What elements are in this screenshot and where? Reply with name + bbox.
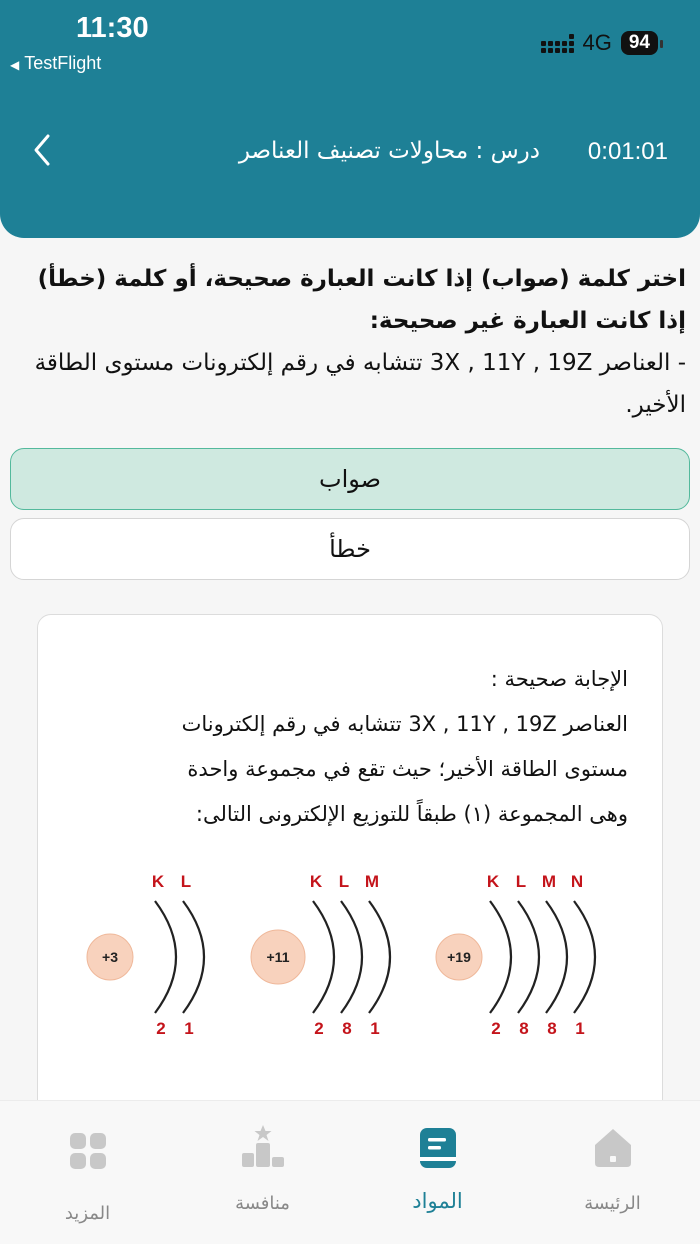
electron-count: 1 xyxy=(370,1019,380,1038)
signal-icon xyxy=(541,34,574,53)
tab-competition-label: منافسة xyxy=(235,1193,290,1214)
electron-count: 2 xyxy=(491,1019,501,1038)
option-true[interactable]: صواب xyxy=(10,448,690,510)
status-indicators xyxy=(541,30,659,56)
electron-shell-arc xyxy=(574,901,595,1013)
tab-subjects-label: المواد xyxy=(412,1189,463,1213)
podium-icon xyxy=(240,1123,286,1169)
electron-configuration-diagram xyxy=(72,851,630,1074)
tab-more-label: المزيد xyxy=(64,1203,111,1224)
atoms-diagram-svg xyxy=(72,851,630,1074)
battery-icon: 94 xyxy=(621,31,658,55)
tab-home-label: الرئيسة xyxy=(584,1193,641,1214)
electron-shell-arc xyxy=(490,901,511,1013)
electron-count: 8 xyxy=(342,1019,352,1038)
tab-competition[interactable] xyxy=(175,1101,350,1244)
electron-shell-arc xyxy=(155,901,176,1013)
status-time: 11:30 xyxy=(76,12,149,44)
back-button[interactable] xyxy=(28,128,58,172)
back-triangle-icon: ◀ xyxy=(10,58,20,72)
answer-heading: الإجابة صحيحة : xyxy=(490,667,628,691)
electron-shell-arc xyxy=(369,901,390,1013)
option-false[interactable]: خطأ xyxy=(10,518,690,580)
answer-line-1: العناصر 3X , 11Y , 19Z تتشابه في رقم إلكترونات xyxy=(181,712,628,736)
shell-label: L xyxy=(180,872,192,891)
electron-count: 1 xyxy=(184,1019,194,1038)
question-text xyxy=(14,258,686,426)
shell-label: K xyxy=(151,872,165,891)
shell-label: K xyxy=(309,872,323,891)
nucleus-charge: +3 xyxy=(102,949,118,965)
shell-label: K xyxy=(486,872,500,891)
tab-more[interactable] xyxy=(0,1101,175,1244)
electron-shell-arc xyxy=(313,901,334,1013)
home-icon xyxy=(591,1125,635,1169)
electron-count: 8 xyxy=(519,1019,529,1038)
electron-count: 2 xyxy=(314,1019,324,1038)
electron-count: 1 xyxy=(575,1019,585,1038)
grid-icon xyxy=(68,1131,108,1171)
testflight-back-link[interactable]: ◀ TestFlight xyxy=(10,53,102,73)
answer-text xyxy=(68,657,628,837)
quiz-timer: 0:01:01 xyxy=(587,138,668,165)
shell-label: M xyxy=(364,872,380,891)
electron-shell-arc xyxy=(546,901,567,1013)
question-statement: - العناصر 3X , 11Y , 19Z تتشابه في رقم إلكترونات مستوى الطاقة الأخير. xyxy=(34,350,686,418)
bottom-tab-bar xyxy=(0,1100,700,1244)
lesson-title: درس : محاولات تصنيف العناصر xyxy=(238,138,540,164)
shell-label: L xyxy=(338,872,350,891)
electron-count: 8 xyxy=(547,1019,557,1038)
chevron-left-icon xyxy=(28,128,58,172)
tab-home[interactable] xyxy=(525,1101,700,1244)
shell-label: L xyxy=(515,872,527,891)
electron-count: 2 xyxy=(156,1019,166,1038)
answer-line-3: وهى المجموعة (١) طبقاً للتوزيع الإلكترونى التالى: xyxy=(195,802,628,826)
answer-explanation-card xyxy=(37,614,663,1134)
answer-line-2: مستوى الطاقة الأخير؛ حيث تقع في مجموعة واحدة xyxy=(187,757,628,781)
tab-subjects[interactable] xyxy=(350,1101,525,1244)
network-type: 4G xyxy=(582,30,612,55)
book-icon xyxy=(419,1127,457,1169)
nucleus-charge: +11 xyxy=(266,949,290,965)
shell-label: M xyxy=(541,872,557,891)
electron-shell-arc xyxy=(341,901,362,1013)
electron-shell-arc xyxy=(518,901,539,1013)
header-bar xyxy=(0,0,700,238)
shell-label: N xyxy=(570,872,584,891)
question-instruction: اختر كلمة (صواب) إذا كانت العبارة صحيحة، أو كلمة (خطأ) إذا كانت العبارة غير صحيحة: xyxy=(37,266,686,334)
electron-shell-arc xyxy=(183,901,204,1013)
nucleus-charge: +19 xyxy=(447,949,471,965)
